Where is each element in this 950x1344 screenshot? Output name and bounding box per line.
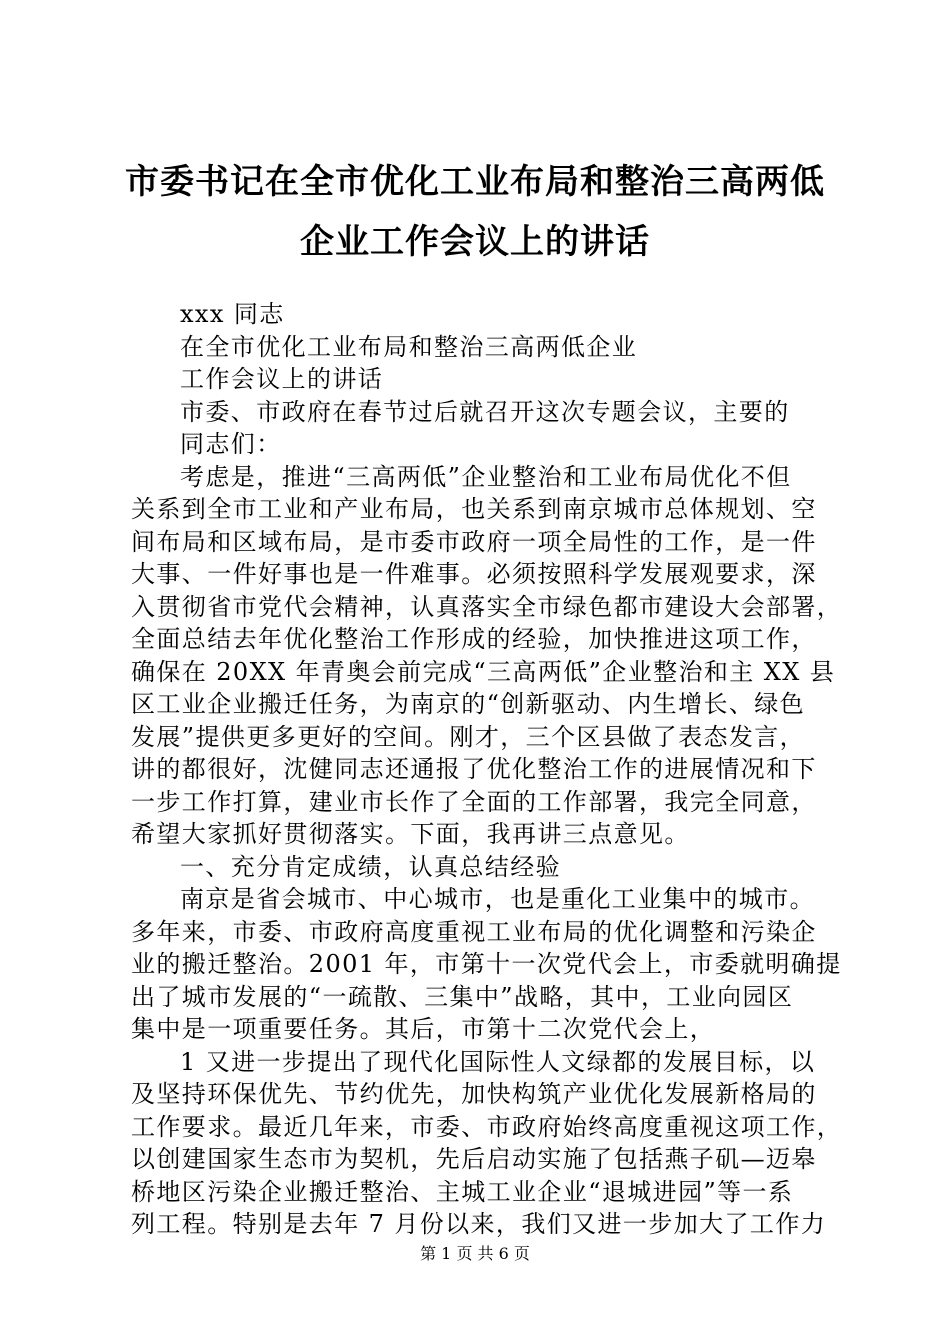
body-line: 讲的都很好，沈健同志还通报了优化整治工作的进展情况和下: [131, 755, 817, 783]
body-line: 同志们：: [180, 430, 282, 458]
body-line: 确保在 20XX 年青奥会前完成“三高两低”企业整治和主 XX 县: [131, 657, 836, 686]
document-title-line-1: 市委书记在全市优化工业布局和整治三高两低: [125, 162, 825, 202]
page-footer: 第 1 页 共 6 页: [420, 1244, 530, 1263]
body-line: 全面总结去年优化整治工作形成的经验，加快推进这项工作，: [131, 625, 817, 653]
body-line: 入贯彻省市党代会精神，认真落实全市绿色都市建设大会部署，: [131, 592, 843, 621]
body-line: 出了城市发展的“一疏散、三集中”战略，其中，工业向园区: [131, 982, 794, 1011]
document-body: [131, 298, 843, 1241]
body-line: 及坚持环保优先、节约优先，加快构筑产业优化发展新格局的: [131, 1080, 817, 1108]
body-line: 考虑是，推进“三高两低”企业整治和工业布局优化不但: [180, 462, 792, 491]
body-line: 1 又进一步提出了现代化国际性人文绿都的发展目标，以: [180, 1047, 816, 1076]
body-line: 桥地区污染企业搬迁整治、主城工业企业“退城进园”等一系: [131, 1177, 794, 1206]
body-line: 南京是省会城市、中心城市，也是重化工业集中的城市。: [180, 885, 815, 913]
body-line: 发展”提供更多更好的空间。刚才，三个区县做了表态发言，: [131, 722, 806, 751]
body-line: 集中是一项重要任务。其后，市第十二次党代会上，: [131, 1015, 716, 1043]
document-title-line-2: 企业工作会议上的讲话: [300, 222, 650, 262]
body-line: 列工程。特别是去年 7 月份以来，我们又进一步加大了工作力: [131, 1210, 827, 1238]
body-line: 一步工作打算，建业市长作了全面的工作部署，我完全同意，: [131, 787, 817, 816]
body-line: 区工业企业搬迁任务，为南京的“创新驱动、内生增长、绿色: [131, 690, 806, 718]
body-line: 间布局和区域布局，是市委市政府一项全局性的工作，是一件: [131, 527, 817, 556]
body-line: 希望大家抓好贯彻落实。下面，我再讲三点意见。: [131, 820, 690, 848]
body-line: 一、充分肯定成绩，认真总结经验: [180, 852, 561, 881]
body-line: 业的搬迁整治。2001 年，市第十一次党代会上，市委就明确提: [131, 950, 842, 978]
body-line: 关系到全市工业和产业布局，也关系到南京城市总体规划、空: [131, 495, 817, 523]
body-line: 在全市优化工业布局和整治三高两低企业: [180, 332, 638, 361]
body-line: 大事、一件好事也是一件难事。必须按照科学发展观要求，深: [131, 560, 817, 588]
body-line: 工作会议上的讲话: [180, 365, 384, 393]
body-line: xxx 同志: [180, 300, 285, 328]
body-line: 多年来，市委、市政府高度重视工业布局的优化调整和污染企: [131, 917, 817, 946]
body-line: 以创建国家生态市为契机，先后启动实施了包括燕子矶—迈皋: [131, 1145, 817, 1173]
body-line: 市委、市政府在春节过后就召开这次专题会议，主要的: [180, 397, 790, 426]
body-line: 工作要求。最近几年来，市委、市政府始终高度重视这项工作，: [131, 1112, 843, 1141]
